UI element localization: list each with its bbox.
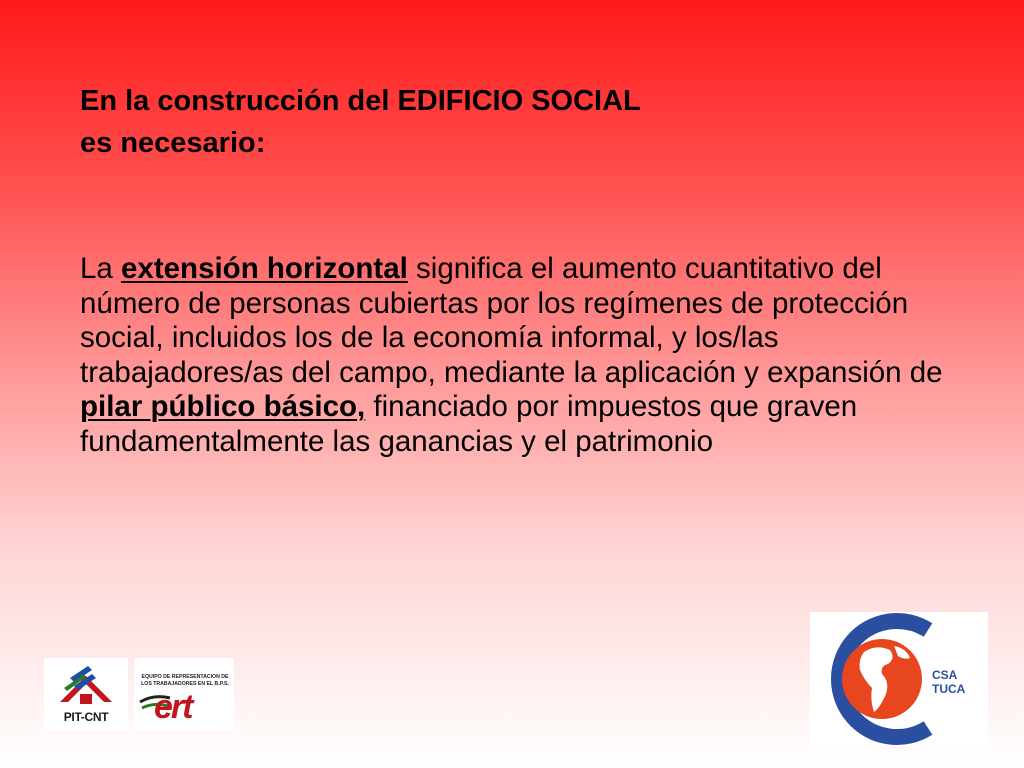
- ert-wordmark: ert: [154, 688, 192, 726]
- tuca-label: TUCA: [932, 682, 966, 696]
- csa-tuca-text: [932, 668, 965, 696]
- slide-title-line-1: En la construcción del EDIFICIO SOCIAL: [80, 85, 641, 117]
- ert-subtitle: EQUIPO DE REPRESENTACION DE LOS TRABAJADORES EN EL B.P.S.: [141, 674, 229, 687]
- csa-tuca-logo: [810, 612, 988, 746]
- pit-cnt-label: PIT-CNT: [63, 710, 109, 724]
- slide-title: [80, 80, 940, 164]
- emphasis-pilar-publico-basico: pilar público básico,: [80, 390, 366, 423]
- body-paragraph: [80, 252, 960, 459]
- pit-cnt-logo: [44, 658, 128, 730]
- emphasis-extension-horizontal: extensión horizontal: [121, 252, 408, 285]
- paragraph-text-1: La: [80, 252, 122, 285]
- paragraph-text-2: significa el aumento cuantitativo del número de personas cubiertas por los regímenes de protección social, incluidos los de la economía informal, y los/las trabajadores/as del campo, mediante la aplicación y expansión de: [80, 252, 943, 389]
- ert-logo: [134, 658, 234, 730]
- slide-title-line-2: es necesario:: [80, 127, 266, 159]
- paragraph-text-3: financiado por impuestos que graven fundamentalmente las ganancias y el patrimonio: [80, 390, 858, 458]
- csa-label: CSA: [932, 668, 958, 682]
